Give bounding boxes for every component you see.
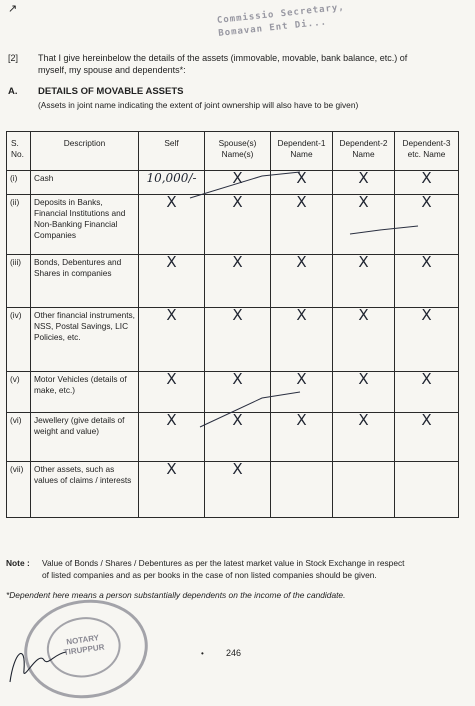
intro-line-1: That I give hereinbelow the details of the assets (immovable, movable, bank balance, etc.) of xyxy=(38,53,408,63)
header-sno: S. No. xyxy=(7,132,31,171)
cross-mark: X xyxy=(166,253,177,271)
row-sno: (ii) xyxy=(7,195,31,255)
row-sno: (i) xyxy=(7,171,31,195)
signature-stroke xyxy=(10,652,66,682)
cross-mark: X xyxy=(232,411,243,429)
cross-mark: X xyxy=(296,169,307,187)
cross-mark: X xyxy=(421,193,432,211)
row-description: Bonds, Debentures and Shares in companies xyxy=(31,255,139,308)
cross-mark: X xyxy=(296,253,307,271)
row-sno: (vi) xyxy=(7,413,31,462)
cross-mark: X xyxy=(296,370,307,388)
row-description: Jewellery (give details of weight and value) xyxy=(31,413,139,462)
note-label: Note : xyxy=(6,558,30,568)
page-dot: • xyxy=(201,649,204,658)
cross-mark: X xyxy=(166,460,177,478)
pen-stroke xyxy=(200,392,300,427)
header-spouse: Spouse(s) Name(s) xyxy=(205,132,271,171)
cross-mark: X xyxy=(166,306,177,324)
cross-mark: X xyxy=(166,370,177,388)
cross-mark: X xyxy=(232,169,243,187)
row-description: Deposits in Banks, Financial Institutions and Non-Banking Financial Companies xyxy=(31,195,139,255)
row-description: Motor Vehicles (details of make, etc.) xyxy=(31,372,139,413)
section-title: DETAILS OF MOVABLE ASSETS xyxy=(38,86,184,97)
cross-mark: X xyxy=(232,306,243,324)
cross-mark: X xyxy=(421,306,432,324)
cross-mark: X xyxy=(421,253,432,271)
cross-mark: X xyxy=(358,306,369,324)
row-description: Other assets, such as values of claims / interests xyxy=(31,462,139,518)
row-sno: (vii) xyxy=(7,462,31,518)
page-number: 246 xyxy=(226,648,242,658)
intro-line-2: myself, my spouse and dependents*: xyxy=(38,65,186,75)
row-sno: (iii) xyxy=(7,255,31,308)
pen-stroke xyxy=(350,226,418,234)
cross-mark: X xyxy=(232,460,243,478)
header-self: Self xyxy=(139,132,205,171)
note-line-2: of listed companies and as per books in the case of non listed companies should be given. xyxy=(42,570,377,580)
cross-mark: X xyxy=(358,370,369,388)
cross-mark: X xyxy=(421,370,432,388)
section-letter: A. xyxy=(8,86,18,97)
cross-mark: X xyxy=(232,370,243,388)
row-description: Cash xyxy=(31,171,139,195)
signature xyxy=(4,632,84,692)
cross-mark: X xyxy=(421,411,432,429)
header-dependent-1: Dependent-1 Name xyxy=(271,132,333,171)
corner-mark: ↗ xyxy=(8,3,18,15)
row-description: Other financial instruments, NSS, Postal Savings, LIC Policies, etc. xyxy=(31,308,139,372)
header-dependent-3: Dependent-3 etc. Name xyxy=(395,132,459,171)
cross-mark: X xyxy=(296,411,307,429)
cross-mark: X xyxy=(166,193,177,211)
cross-mark: X xyxy=(232,253,243,271)
cross-mark: X xyxy=(358,253,369,271)
cash-self-amount: 10,000/- xyxy=(146,171,197,185)
note-line-1: Value of Bonds / Shares / Debentures as per the latest market value in Stock Exchange in respect xyxy=(42,558,405,568)
cross-mark: X xyxy=(166,411,177,429)
row-sno: (v) xyxy=(7,372,31,413)
header-description: Description xyxy=(31,132,139,171)
cross-mark: X xyxy=(358,193,369,211)
cross-mark: X xyxy=(296,193,307,211)
row-sno: (iv) xyxy=(7,308,31,372)
header-dependent-2: Dependent-2 Name xyxy=(333,132,395,171)
notary-stamp-text: NOTARY TIRUPPUR xyxy=(63,633,105,658)
footnote: *Dependent here means a person substantially dependents on the income of the candidate. xyxy=(6,590,346,600)
cross-mark: X xyxy=(296,306,307,324)
cross-mark: X xyxy=(358,169,369,187)
top-stamp-text: Commissio Secretary, Bomavan Ent Di... xyxy=(216,2,346,39)
cross-mark: X xyxy=(232,193,243,211)
section-subtitle: (Assets in joint name indicating the extent of joint ownership will also have to be given) xyxy=(38,100,359,110)
cross-mark: X xyxy=(421,169,432,187)
cross-mark: X xyxy=(358,411,369,429)
pen-stroke xyxy=(190,169,300,198)
intro-number: [2] xyxy=(8,53,19,63)
